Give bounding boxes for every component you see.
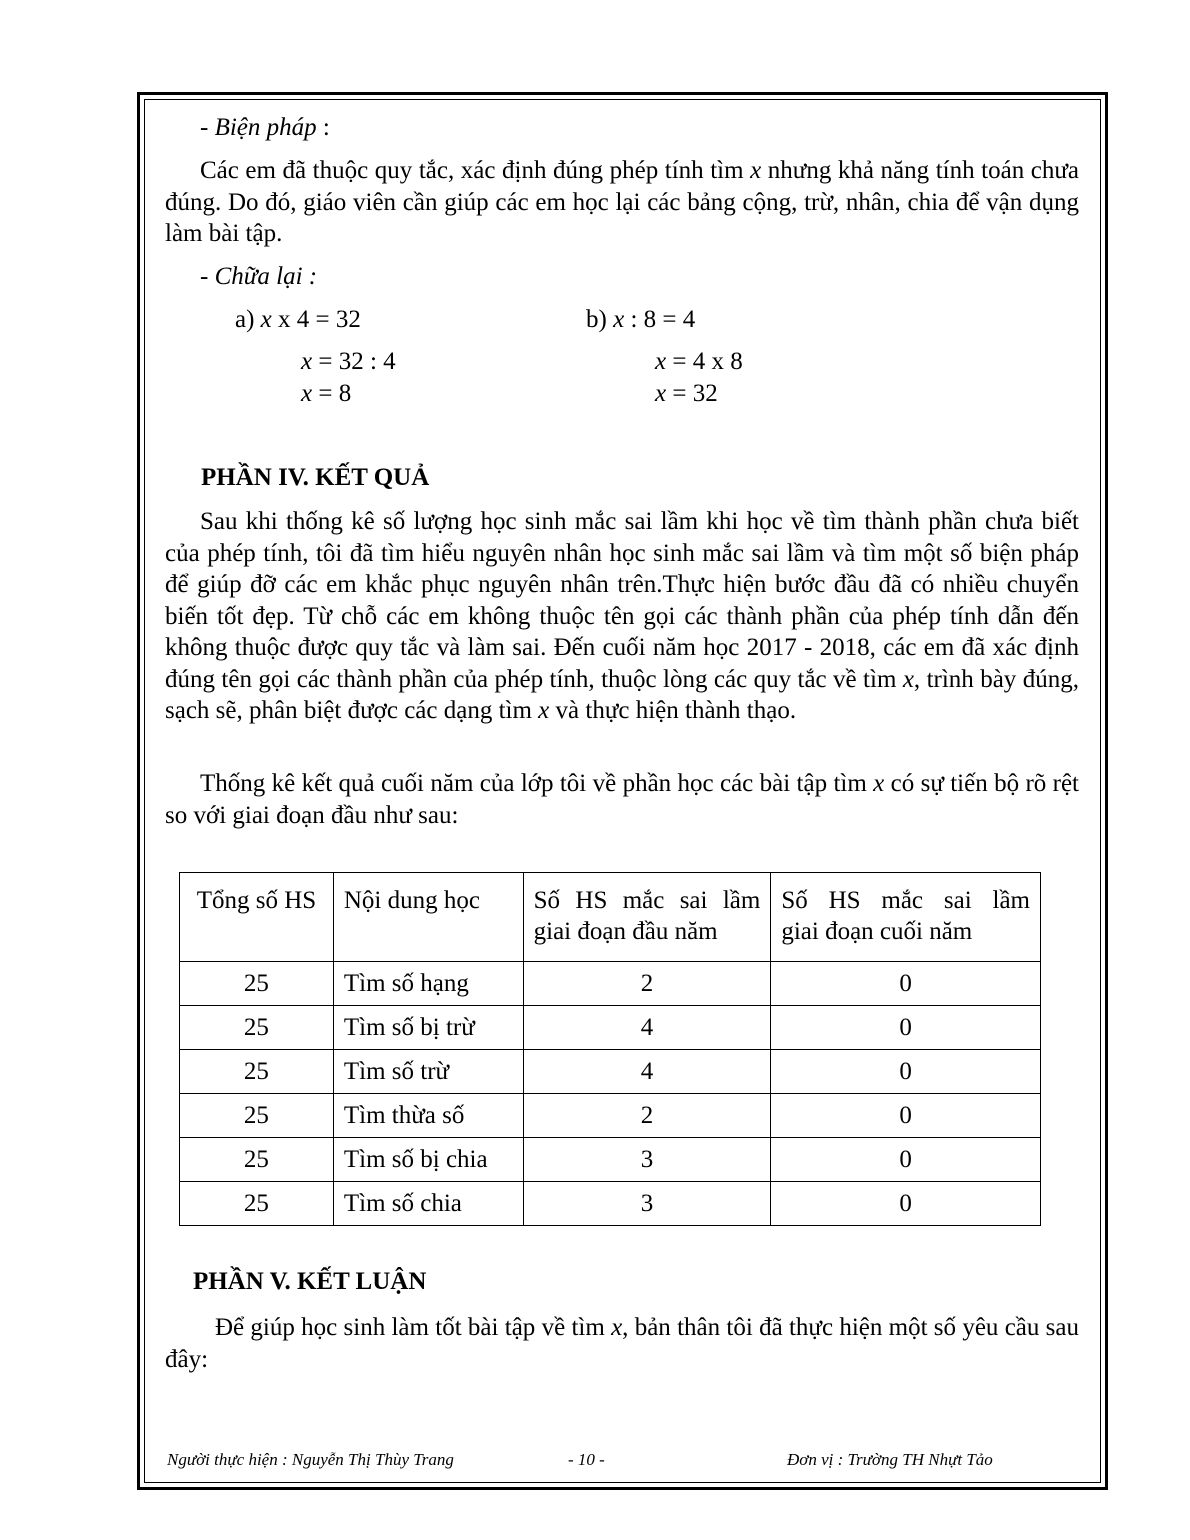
header-content: Nội dung học (333, 873, 523, 962)
section4-paragraph2: Thống kê kết quả cuối năm của lớp tôi về phần học các bài tập tìm x có sự tiến bộ rõ rệt so với giai đoạn đầu như sau: (165, 770, 1079, 829)
footer-unit: Đơn vị : Trường TH Nhựt Tảo (787, 1450, 993, 1469)
section5-heading: PHẦN V. KẾT LUẬN (193, 1268, 427, 1295)
section5-paragraph: Để giúp học sinh làm tốt bài tập về tìm x, bản thân tôi đã thực hiện một số yêu cầu sau đây: (165, 1314, 1079, 1373)
exercise-a-step2: x = 8 (301, 380, 352, 407)
table-row: 25 Tìm số bị trừ 4 0 (180, 1006, 1041, 1050)
results-table (179, 872, 1041, 1226)
exercise-b-equation: b) x : 8 = 4 (586, 306, 696, 333)
footer-author: Người thực hiện : Nguyễn Thị Thùy Trang (167, 1450, 454, 1469)
exercise-a-step1: x = 32 : 4 (301, 348, 396, 375)
section4-heading: PHẦN IV. KẾT QUẢ (201, 464, 430, 491)
section4-paragraph1: Sau khi thống kê số lượng học sinh mắc sai lầm khi học về tìm thành phần chưa biết của phép tính, tôi đã tìm hiểu nguyên nhân học sinh mắc sai lầm và tìm một số biện pháp để giúp đỡ các em khắc phục nguyên nhân trên.Thực hiện bước đầu đã có nhiều chuyển biến tốt đẹp. Từ chỗ các em không thuộc tên gọi các thành phần của phép tính dẫn đến không thuộc được quy tắc và làm sai. Đến cuối năm học 2017 - 2018, các em đã xác định đúng tên gọi các thành phần của phép tính, thuộc lòng các quy tắc về tìm x, trình bày đúng, sạch sẽ, phân biệt được các dạng tìm x và thực hiện thành thạo. (165, 508, 1079, 724)
exercise-b-step2: x = 32 (655, 380, 718, 407)
chua-lai-label: - Chữa lại : (200, 263, 318, 290)
header-total-students: Tổng số HS (180, 873, 334, 962)
table-header-row (180, 873, 1041, 962)
table-row: 25 Tìm số bị chia 3 0 (180, 1138, 1041, 1182)
footer-page-number: - 10 - (568, 1450, 605, 1469)
table-row: 25 Tìm số trừ 4 0 (180, 1050, 1041, 1094)
header-errors-end: Số HS mắc sai lầm giai đoạn cuối năm (771, 873, 1041, 962)
exercise-b-step1: x = 4 x 8 (655, 348, 743, 375)
header-errors-start: Số HS mắc sai lầm giai đoạn đầu năm (523, 873, 771, 962)
exercise-a-equation: a) x x 4 = 32 (235, 306, 361, 333)
table-row: 25 Tìm thừa số 2 0 (180, 1094, 1041, 1138)
table-row: 25 Tìm số hạng 2 0 (180, 962, 1041, 1006)
table-row: 25 Tìm số chia 3 0 (180, 1182, 1041, 1226)
bien-phap-paragraph: Các em đã thuộc quy tắc, xác định đúng phép tính tìm x nhưng khả năng tính toán chưa đúng. Do đó, giáo viên cần giúp các em học lại các bảng cộng, trừ, nhân, chia để vận dụng làm bài tập. (165, 157, 1079, 247)
bien-phap-label: - Biện pháp : (200, 114, 330, 141)
